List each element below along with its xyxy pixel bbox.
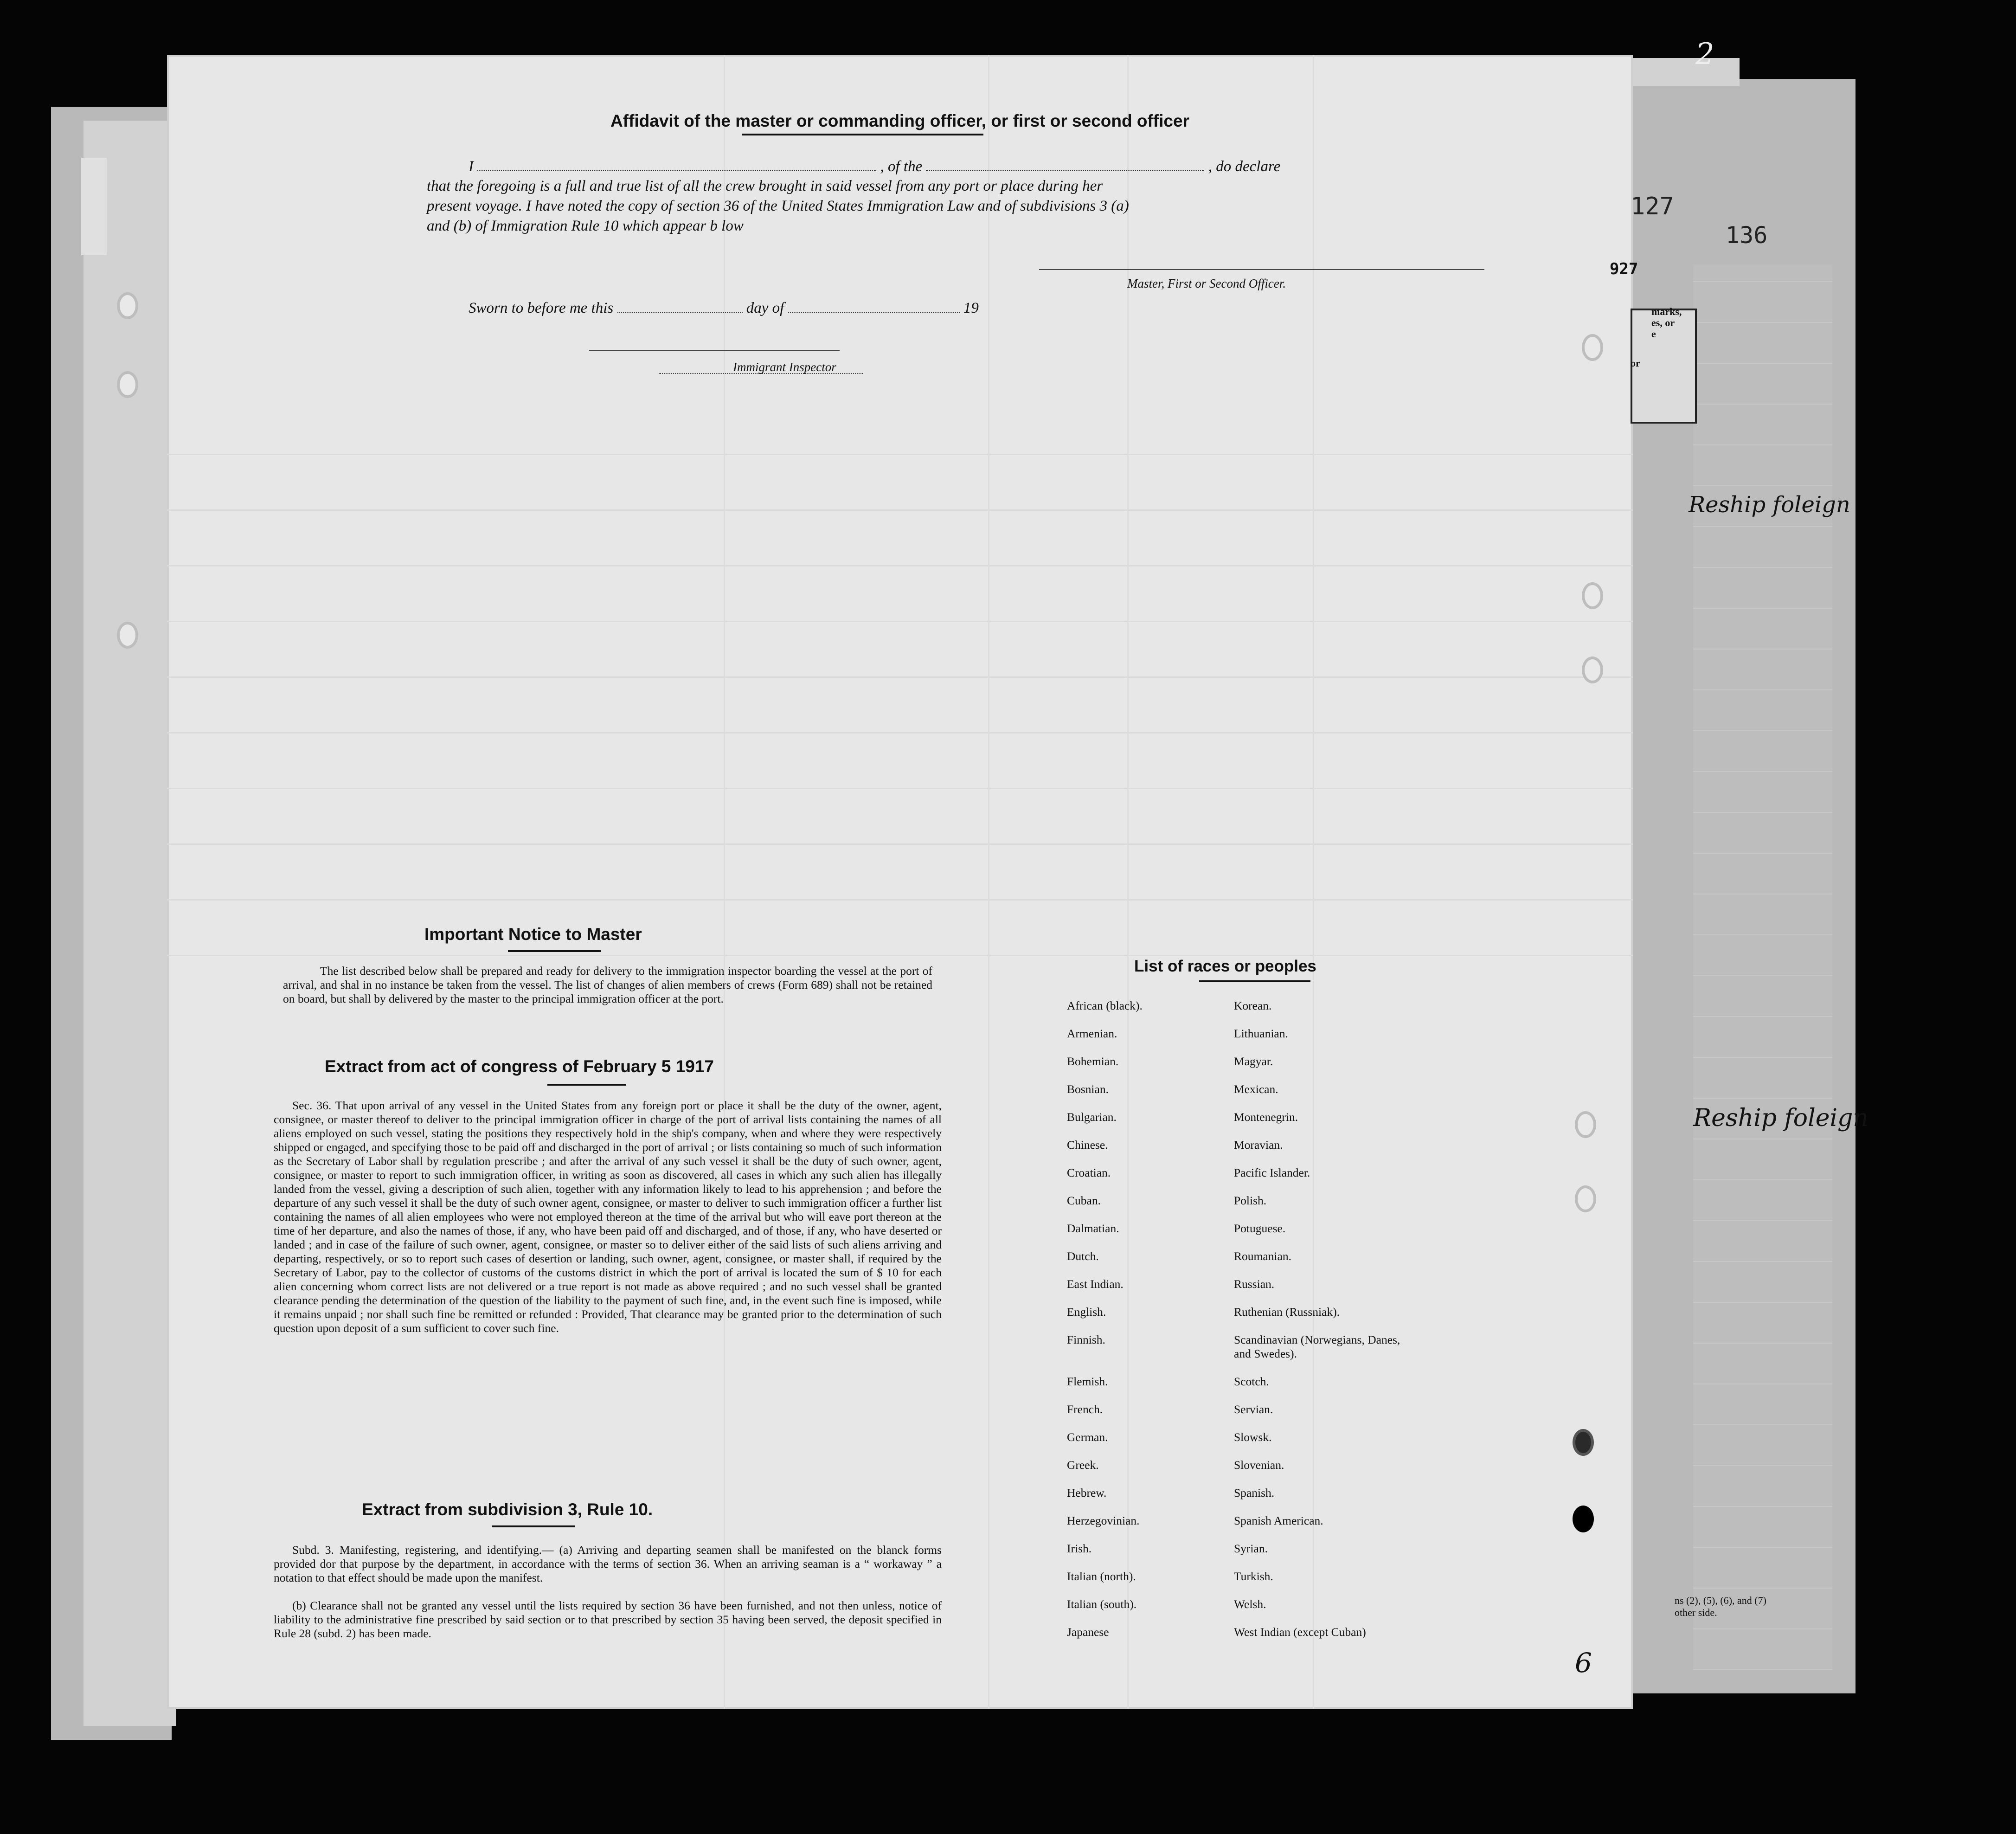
race-item: Flemish.	[1067, 1375, 1108, 1388]
corner-mark: 2	[1695, 37, 1714, 71]
right-fragment-bottom: ns (2), (5), (6), and (7) other side.	[1675, 1595, 1766, 1618]
race-item: Japanese	[1067, 1625, 1109, 1639]
number-136: 136	[1726, 222, 1768, 249]
affidavit-line-2: that the foregoing is a full and true list of all the crew brought in said vessel from any port or place during her	[427, 178, 1103, 194]
race-item: Polish.	[1234, 1194, 1267, 1207]
extract-act-title: Extract from act of congress of February 5 1917	[325, 1057, 714, 1076]
document-page	[167, 55, 1633, 1709]
race-item: Mexican.	[1234, 1082, 1278, 1096]
binder-hole	[1573, 1429, 1594, 1456]
underlying-page-left-inner	[83, 121, 176, 1726]
race-item: Herzegovinian.	[1067, 1514, 1140, 1527]
race-item: English.	[1067, 1305, 1106, 1319]
race-item: Irish.	[1067, 1542, 1092, 1555]
race-item: Scotch.	[1234, 1375, 1269, 1388]
master-label: Master, First or Second Officer.	[1127, 277, 1286, 290]
race-item: Dutch.	[1067, 1249, 1099, 1263]
affidavit-line-1: I , of the , do declare	[469, 158, 1281, 175]
race-item: Bosnian.	[1067, 1082, 1109, 1096]
binder-hole	[1582, 582, 1603, 609]
race-item: Roumanian.	[1234, 1249, 1291, 1263]
underlying-page-right-grid	[1693, 264, 1832, 1670]
race-item: Armenian.	[1067, 1027, 1117, 1040]
handwriting-1: Reship foleign	[1689, 492, 1850, 518]
extract-act-text: Sec. 36. That upon arrival of any vessel in the United States from any foreign port or place it shall be the duty of the owner, agent, consignee, or master thereof to deliver to the principal immigration officer in charge of the port of arrival lists containing the names of all aliens employed on such vessel, stating the positions they respectively hold in the ship's company, when and where they were respectively shipped or engaged, and specifying those to be paid off and discharged in the port of arrival ; or lists containing so much of such information as the Secretary of Labor shall by regulation prescribe ; and after the arrival of any such vessel it shall be the duty of such owner, agent, consignee, or master to report to such immigration officer, in writing as soon as discovered, all cases in which any such alien has illegally landed from the vessel, giving a description of such alien, together with any information likely to lead to his apprehension ; and before the departure of any such vessel it shall be the duty of such owner agent, consignee, or master to deliver to such immigration officer a further list containing the names of all alien employees who were not employed thereon at the time of the arrival but who will eave port thereon at the time of her departure, and also the names of those, if any, who have been paid off and discharged, and of those, if any, who have deserted or landed ; and in case of the failure of such owner, agent, consignee, or master so to deliver either of the said lists of such aliens arriving and departing, respectively, or so to report such cases of desertion or landing, such owner, agent, consignee, or master shall, if required by the Secretary of Labor, pay to the collector of customs of the customs district in which the port of arrival is located the sum of $ 10 for each alien concerning whom correct lists are not delivered or a true report is not made as above required ; and no such vessel shall be granted clearance pending the determination of the question of the liability to the payment of such fine, and, in the event such fine is imposed, while it remains unpaid ; nor shall such fine be remitted or refunded : Provided, That clearance may be granted prior to the determination of such question upon deposit of a sum sufficient to cover such fine.	[274, 1099, 942, 1335]
right-fragment-top: marks, es, or e	[1651, 306, 1682, 340]
race-item: Montenegrin.	[1234, 1110, 1298, 1124]
notice-rule	[508, 950, 601, 952]
race-item: Hebrew.	[1067, 1486, 1107, 1499]
races-left-column	[1067, 992, 1243, 1646]
affidavit-title: Affidavit of the master or commanding officer, or first or second officer	[610, 111, 1189, 130]
race-item: Italian (north).	[1067, 1570, 1136, 1583]
sworn-line: Sworn to before me this day of 19	[469, 300, 979, 316]
extract-rule-rule	[492, 1525, 575, 1527]
races-rule	[1199, 980, 1310, 982]
number-127: 127	[1631, 193, 1674, 220]
race-item: Syrian.	[1234, 1542, 1268, 1555]
binder-hole-left	[117, 292, 138, 319]
race-item: Pacific Islander.	[1234, 1166, 1310, 1179]
race-item: Greek.	[1067, 1458, 1099, 1472]
inspector-signature-line	[589, 350, 840, 351]
extract-rule-text-b: (b) Clearance shall not be granted any vessel until the lists required by section 36 have been furnished, and not then unless, notice of liability to the administrative fine prescribed by said section or to that prescribed by section 35 having been served, the deposit specified in Rule 28 (subd. 2) has been made.	[274, 1599, 942, 1640]
race-item: Potuguese.	[1234, 1222, 1286, 1235]
right-fragment-or: or	[1631, 357, 1640, 369]
race-item: Ruthenian (Russniak).	[1234, 1305, 1340, 1319]
race-item: Slovenian.	[1234, 1458, 1284, 1472]
binder-hole	[1582, 334, 1603, 361]
race-item: Slowsk.	[1234, 1430, 1272, 1444]
master-signature-line	[1039, 269, 1484, 270]
race-item: Servian.	[1234, 1403, 1273, 1416]
race-item: Spanish American.	[1234, 1514, 1323, 1527]
inspector-label: Immigrant Inspector	[733, 360, 836, 374]
title-rule	[742, 134, 983, 135]
binder-hole	[1582, 656, 1603, 683]
race-item: Magyar.	[1234, 1055, 1273, 1068]
race-item: Italian (south).	[1067, 1597, 1137, 1611]
race-item: Bohemian.	[1067, 1055, 1119, 1068]
race-item: West Indian (except Cuban)	[1234, 1625, 1366, 1639]
race-item: Welsh.	[1234, 1597, 1266, 1611]
races-title: List of races or peoples	[1134, 957, 1316, 975]
race-item: Moravian.	[1234, 1138, 1283, 1152]
race-item: Dalmatian.	[1067, 1222, 1119, 1235]
race-item: Turkish.	[1234, 1570, 1273, 1583]
race-item: Chinese.	[1067, 1138, 1108, 1152]
race-item: Scandinavian (Norwegians, Danes, and Swedes).	[1234, 1333, 1400, 1360]
race-item: Finnish.	[1067, 1333, 1105, 1346]
extract-rule-text-a: Subd. 3. Manifesting, registering, and identifying.— (a) Arriving and departing seamen shall be manifested on the blanck forms provided dor that purpose by the department, in accordance with the terms of section 36. When an arriving seaman is a “ workaway ” a notation to that effect should be made upon the manifest.	[274, 1543, 942, 1584]
binder-hole	[1575, 1111, 1596, 1138]
race-item: Cuban.	[1067, 1194, 1101, 1207]
race-item: French.	[1067, 1403, 1103, 1416]
affidavit-line-4: and (b) of Immigration Rule 10 which appear b low	[427, 218, 744, 234]
race-item: Croatian.	[1067, 1166, 1111, 1179]
binder-hole-left	[117, 371, 138, 398]
race-item: Russian.	[1234, 1277, 1275, 1291]
extract-rule-title: Extract from subdivision 3, Rule 10.	[362, 1500, 653, 1519]
extract-act-rule	[547, 1084, 626, 1086]
bottom-mark: 6	[1575, 1647, 1592, 1679]
races-right-column	[1234, 992, 1419, 1646]
race-item: African (black).	[1067, 999, 1143, 1012]
affidavit-line-3: present voyage. I have noted the copy of section 36 of the United States Immigration Law and of subdivisions 3 (a)	[427, 198, 1129, 214]
notice-title: Important Notice to Master	[424, 925, 642, 944]
race-item: East Indian.	[1067, 1277, 1124, 1291]
binder-hole	[1575, 1185, 1596, 1212]
notice-text: The list described below shall be prepared and ready for delivery to the immigration inspector boarding the vessel at the port of arrival, and shal in no instance be taken from the vessel. The list of changes of alien members of crews (Form 689) shall not be retained on board, but shall by delivered by the master to the principal immigration officer at the port.	[283, 964, 932, 1005]
binder-hole	[1573, 1506, 1594, 1532]
race-item: Korean.	[1234, 999, 1272, 1012]
handwriting-2: Reship foleign	[1693, 1104, 1868, 1132]
binder-hole-left	[117, 622, 138, 649]
race-item: Lithuanian.	[1234, 1027, 1288, 1040]
race-item: Spanish.	[1234, 1486, 1275, 1499]
left-tab	[81, 158, 107, 255]
race-item: Bulgarian.	[1067, 1110, 1117, 1124]
race-item: German.	[1067, 1430, 1108, 1444]
number-927: 927	[1610, 260, 1638, 278]
